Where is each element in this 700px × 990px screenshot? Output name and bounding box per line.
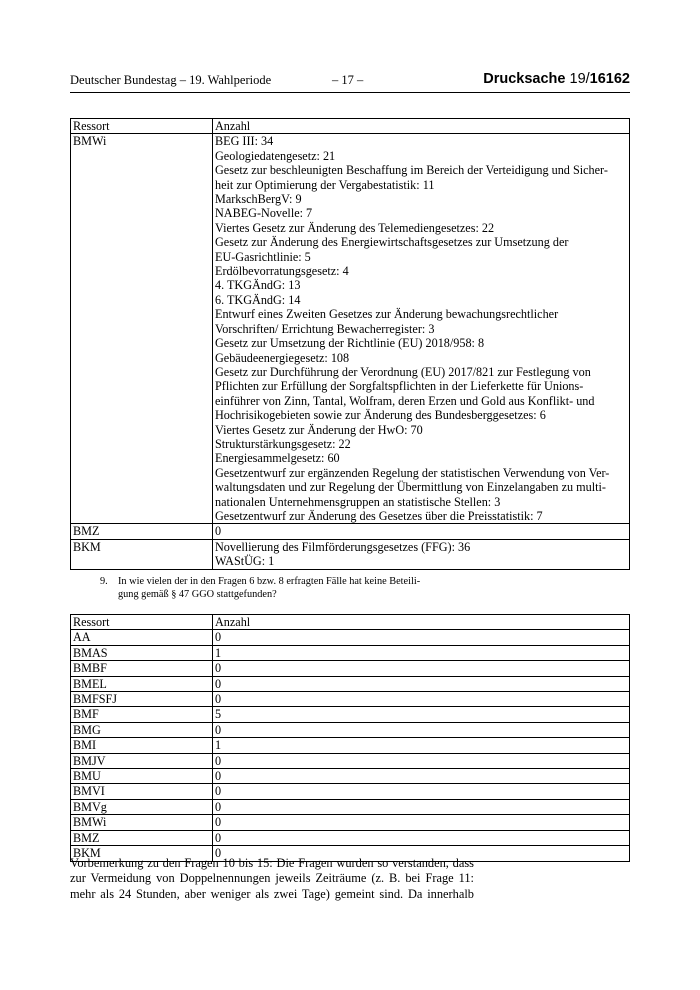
ressort-cell: BMU (71, 769, 213, 784)
anzahl-cell: 0 (213, 846, 630, 861)
paragraph-line: zur Vermeidung von Doppelnennungen jeweils Zeiträume (z. B. bei Frage 11: (70, 871, 474, 886)
question-text-line: In wie vielen der in den Fragen 6 bzw. 8 erfragten Fälle hat keine Beteili- (118, 576, 421, 587)
anzahl-line: Gesetz zur beschleunigten Beschaffung im Bereich der Verteidigung und Sicher- (215, 163, 608, 178)
ressort-cell: BMFSFJ (71, 692, 213, 707)
ressort-cell: BMVg (71, 799, 213, 814)
ressort-cell: BMVI (71, 784, 213, 799)
anzahl-line: Viertes Gesetz zur Änderung der HwO: 70 (215, 422, 423, 437)
column-header-ressort: Ressort (71, 615, 213, 630)
question-9 (100, 576, 538, 601)
anzahl-cell: 5 (213, 707, 630, 722)
anzahl-line: Gesetzentwurf zur Änderung des Gesetzes über die Preisstatistik: 7 (215, 508, 543, 523)
ressort-cell: BMG (71, 722, 213, 737)
anzahl-cell: 0 (213, 676, 630, 691)
anzahl-line: Hochrisikogebieten sowie zur Änderung des Bundesberggesetzes: 6 (215, 408, 546, 423)
table-row (71, 524, 630, 539)
ressort-cell: BMI (71, 738, 213, 753)
anzahl-cell: 0 (213, 784, 630, 799)
anzahl-line: 6. TKGÄndG: 14 (215, 292, 301, 307)
anzahl-line: Pflichten zur Erfüllung der Sorgfaltspflichten in der Lieferkette für Unions- (215, 379, 584, 394)
ressort-cell: BMBF (71, 661, 213, 676)
anzahl-line: Gesetz zur Umsetzung der Richtlinie (EU) 2018/958: 8 (215, 336, 485, 351)
ressort-cell: BMEL (71, 676, 213, 691)
table-row (71, 815, 630, 830)
header-number-prefix: 19/ (569, 71, 590, 87)
question-text-line: gung gemäß § 47 GGO stattgefunden? (118, 588, 277, 600)
anzahl-cell: 0 (213, 753, 630, 768)
page-header (70, 73, 630, 93)
anzahl-line: EU-Gasrichtlinie: 5 (215, 249, 311, 264)
anzahl-cell: 0 (213, 815, 630, 830)
table-row (71, 692, 630, 707)
column-header-anzahl: Anzahl (213, 119, 630, 134)
ressort-cell: BKM (71, 539, 213, 569)
anzahl-line: Gesetzentwurf zur ergänzenden Regelung der statistischen Verwendung von Ver- (215, 465, 610, 480)
anzahl-line: Novellierung des Filmförderungsgesetzes (FFG): 36 (215, 539, 471, 554)
header-rule (70, 92, 630, 93)
table-header-row (71, 119, 630, 134)
anzahl-line: 4. TKGÄndG: 13 (215, 278, 301, 293)
anzahl-line: MarkschBergV: 9 (215, 192, 302, 207)
table-row (71, 799, 630, 814)
table-row (71, 630, 630, 645)
ressort-cell: AA (71, 630, 213, 645)
ressort-cell: BMWi (71, 815, 213, 830)
anzahl-line: WAStÜG: 1 (215, 554, 275, 569)
table-row (71, 830, 630, 845)
table-bills-per-ressort (70, 118, 630, 570)
column-header-ressort: Ressort (71, 119, 213, 134)
anzahl-line: heit zur Optimierung der Vergabestatistik: 11 (215, 177, 435, 192)
anzahl-line: waltungsdaten und zur Regelung der Übermittlung von Einzelangaben zu multi- (215, 480, 606, 495)
anzahl-line: Energiesammelgesetz: 60 (215, 451, 340, 466)
table-no-participation (70, 614, 630, 862)
anzahl-cell (213, 524, 630, 539)
anzahl-cell (213, 539, 630, 569)
anzahl-line: Gebäudeenergiegesetz: 108 (215, 350, 350, 365)
anzahl-line: BEG III: 34 (215, 134, 274, 149)
table-row (71, 661, 630, 676)
anzahl-cell: 0 (213, 769, 630, 784)
ressort-cell: BKM (71, 846, 213, 861)
table-header-row (71, 615, 630, 630)
ressort-cell: BMZ (71, 830, 213, 845)
table-row (71, 722, 630, 737)
anzahl-cell: 0 (213, 799, 630, 814)
anzahl-line: nationalen Unternehmensgruppen an statistische Stellen: 3 (215, 494, 501, 509)
table-row (71, 753, 630, 768)
anzahl-line: Viertes Gesetz zur Änderung des Telemediengesetzes: 22 (215, 220, 495, 235)
header-page-number: – 17 – (332, 73, 364, 87)
table-row (71, 645, 630, 660)
anzahl-cell: 1 (213, 738, 630, 753)
table-row (71, 784, 630, 799)
table-row (71, 134, 630, 524)
column-header-anzahl: Anzahl (213, 615, 630, 630)
paragraph-line: Vorbemerkung zu den Fragen 10 bis 15: Die Fragen wurden so verstanden, dass (70, 856, 474, 870)
preliminary-remark (70, 856, 474, 902)
ressort-cell: BMZ (71, 524, 213, 539)
header-document-number (483, 71, 630, 87)
table-row (71, 707, 630, 722)
anzahl-cell: 0 (213, 722, 630, 737)
anzahl-cell: 0 (213, 630, 630, 645)
anzahl-cell: 1 (213, 645, 630, 660)
ressort-cell: BMF (71, 707, 213, 722)
ressort-cell: BMJV (71, 753, 213, 768)
anzahl-line: Vorschriften/ Errichtung Bewacherregister: 3 (215, 321, 435, 336)
anzahl-line: NABEG-Novelle: 7 (215, 206, 313, 221)
anzahl-cell (213, 134, 630, 524)
ressort-cell: BMWi (71, 134, 213, 524)
anzahl-line: Entwurf eines Zweiten Gesetzes zur Änderung bewachungsrechtlicher (215, 307, 559, 322)
table-row (71, 769, 630, 784)
paragraph-line: mehr als 24 Stunden, aber weniger als zwei Tage) gemeint sind. Da innerhalb (70, 886, 474, 901)
table-row (71, 738, 630, 753)
table-row (71, 539, 630, 569)
header-parliament-period: Deutscher Bundestag – 19. Wahlperiode (70, 73, 272, 87)
question-number: 9. (100, 576, 108, 587)
ressort-cell: BMAS (71, 645, 213, 660)
anzahl-line: Gesetz zur Durchführung der Verordnung (EU) 2017/821 zur Festlegung von (215, 364, 591, 379)
anzahl-cell: 0 (213, 692, 630, 707)
anzahl-line: Strukturstärkungsgesetz: 22 (215, 436, 351, 451)
anzahl-cell: 0 (213, 830, 630, 845)
anzahl-line: Gesetz zur Änderung des Energiewirtschaftsgesetzes zur Umsetzung der (215, 235, 569, 250)
anzahl-cell: 0 (213, 661, 630, 676)
header-number-suffix: 16162 (589, 71, 630, 87)
anzahl-line: Geologiedatengesetz: 21 (215, 148, 336, 163)
anzahl-line: Erdölbevorratungsgesetz: 4 (215, 264, 349, 279)
anzahl-line: 0 (215, 524, 222, 539)
header-drucksache-label: Drucksache (483, 71, 566, 87)
anzahl-line: einführer von Zinn, Tantal, Wolfram, deren Erzen und Gold aus Konflikt- und (215, 393, 595, 408)
table-row (71, 676, 630, 691)
